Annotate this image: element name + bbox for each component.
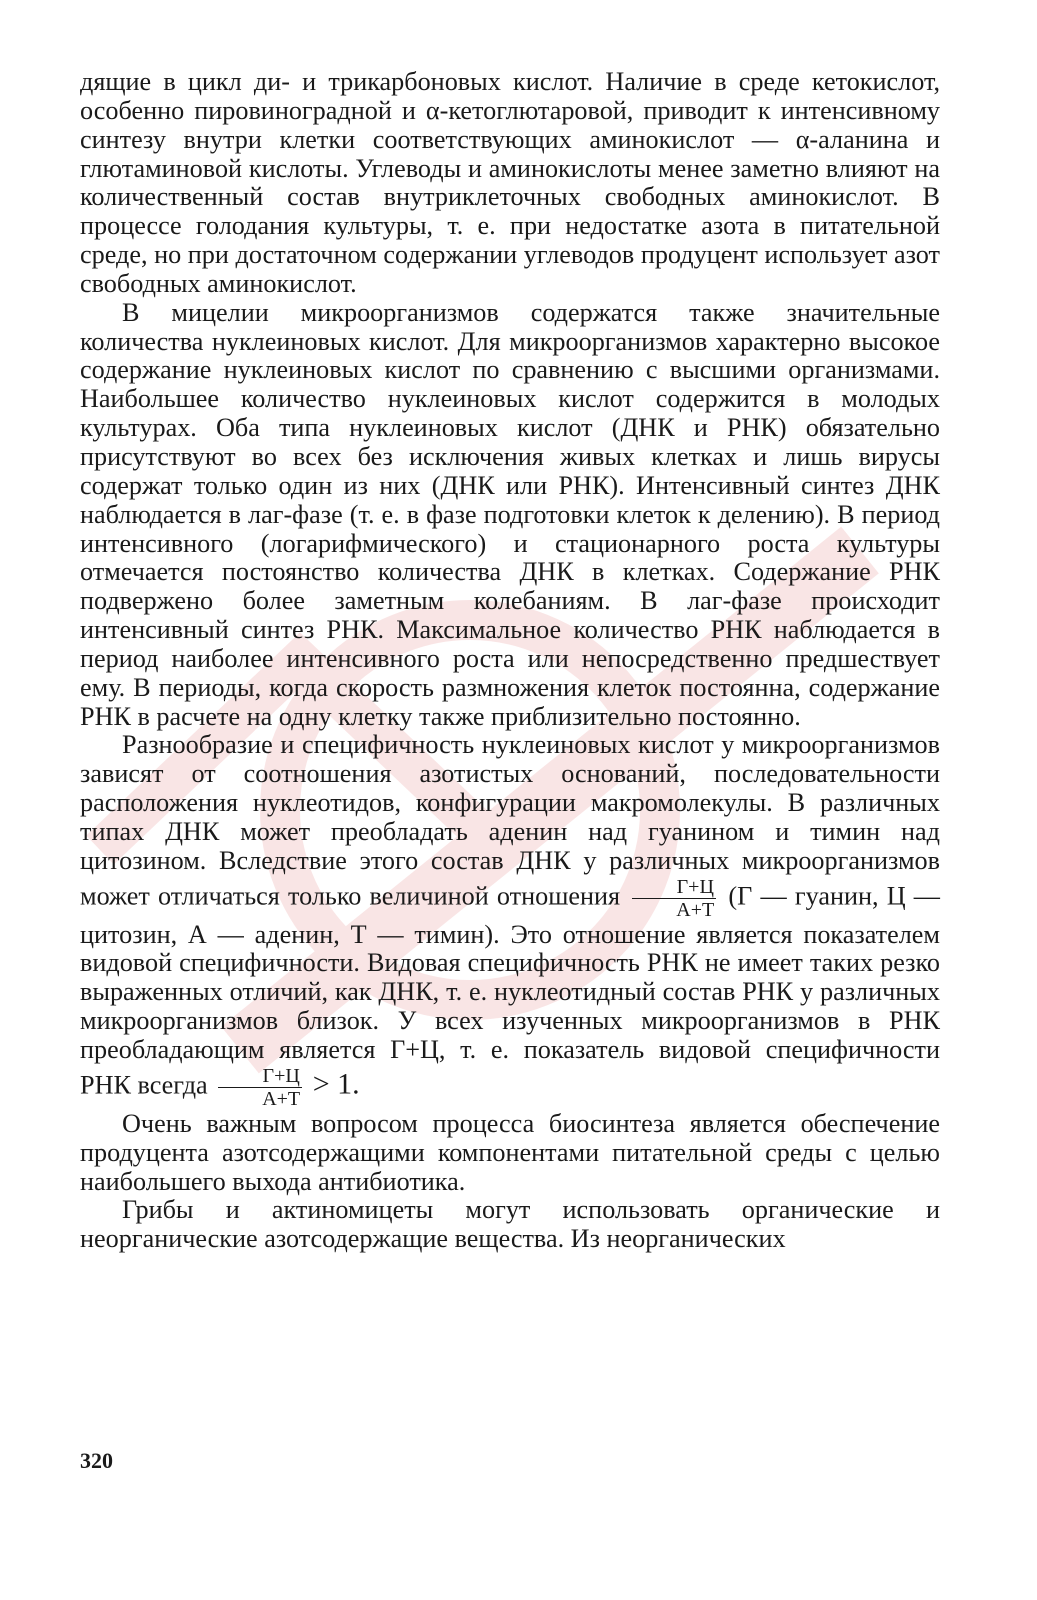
paragraph-4: Очень важным вопросом процесса биосинтеза является обеспечение продуцента азотсодержащими компонентами питательной среды с целью наибольшего выхода антибиотика. [80,1108,940,1196]
ratio-fraction-1 [632,876,716,921]
body-text [80,68,940,1254]
paragraph-3-end: > 1. [312,1067,360,1101]
paragraph-1: дящие в цикл ди- и трикарбоновых кислот. Наличие в среде кетокислот, особенно пировиноградной и α-кетоглютаровой, приводит к интенсивному синтезу внутри клетки соответствующих аминокислот — α-аланина и глютаминовой кислоты. Углеводы и аминокислоты менее заметно влияют на количественный состав внутриклеточных свободных аминокислот. В процессе голодания культуры, т. е. при недостатке азота в питательной среде, но при достаточном содержании углеводов продуцент использует азот свободных аминокислот. [80,67,940,298]
paragraph-2: В мицелии микроорганизмов содержатся также значительные количества нуклеиновых кислот. Для микроорганизмов характерно высокое содержание нуклеиновых кислот по сравнению с высшими организмами. Наибольшее количество нуклеиновых кислот содержится в молодых культурах. Оба типа нуклеиновых кислот (ДНК и РНК) обязательно присутствуют во всех без исключения живых клетках и лишь вирусы содержат только один из них (ДНК или РНК). Интенсивный синтез ДНК наблюдается в лаг-фазе (т. е. в фазе подготовки клеток к делению). В период интенсивного (логарифмического) и стационарного роста культуры отмечается постоянство количества ДНК в клетках. Содержание РНК подвержено более заметным колебаниям. В лаг-фазе происходит интенсивный синтез РНК. Максимальное количество РНК наблюдается в период наиболее интенсивного роста или непосредственно предшествует ему. В периоды, когда скорость размножения клеток постоянна, содержание РНК в расчете на одну клетку также приблизительно постоянно. [80,297,940,731]
ratio-fraction-2 [218,1065,302,1110]
fraction-denominator: А+Т [262,1087,301,1110]
fraction-numerator: Г+Ц [218,1065,302,1088]
paragraph-3-middle: (Г — гуанин, Ц — цитозин, А — аденин, Т — тимин). Это отношение является показателем видовой специфичности. Видовая специфичность РНК не имеет таких резко выраженных отличий, как ДНК, т. е. нуклеотидный состав РНК у различных микроорганизмов близок. У всех изученных микроорганизмов в РНК преобладающим является Г+Ц, т. е. показатель видовой специфичности РНК всегда [80,881,940,1100]
paragraph-3-start: Разнообразие и специфичность нуклеиновых кислот у микроорганизмов зависят от соотношения азотистых оснований, последовательности расположения нуклеотидов, конфигурации макромолекулы. В различных типах ДНК может преобладать аденин над гуанином и тимин над цитозином. Вследствие этого состав ДНК у различных микроорганизмов может отличаться только величиной отношения [80,730,940,911]
page-number: 320 [80,1448,113,1473]
fraction-numerator: Г+Ц [632,876,716,899]
paragraph-5: Грибы и актиномицеты могут использовать органические и неорганические азотсодержащие вещества. Из неорганических [80,1195,940,1254]
paragraph-3 [80,731,940,1109]
fraction-denominator: А+Т [676,898,715,921]
